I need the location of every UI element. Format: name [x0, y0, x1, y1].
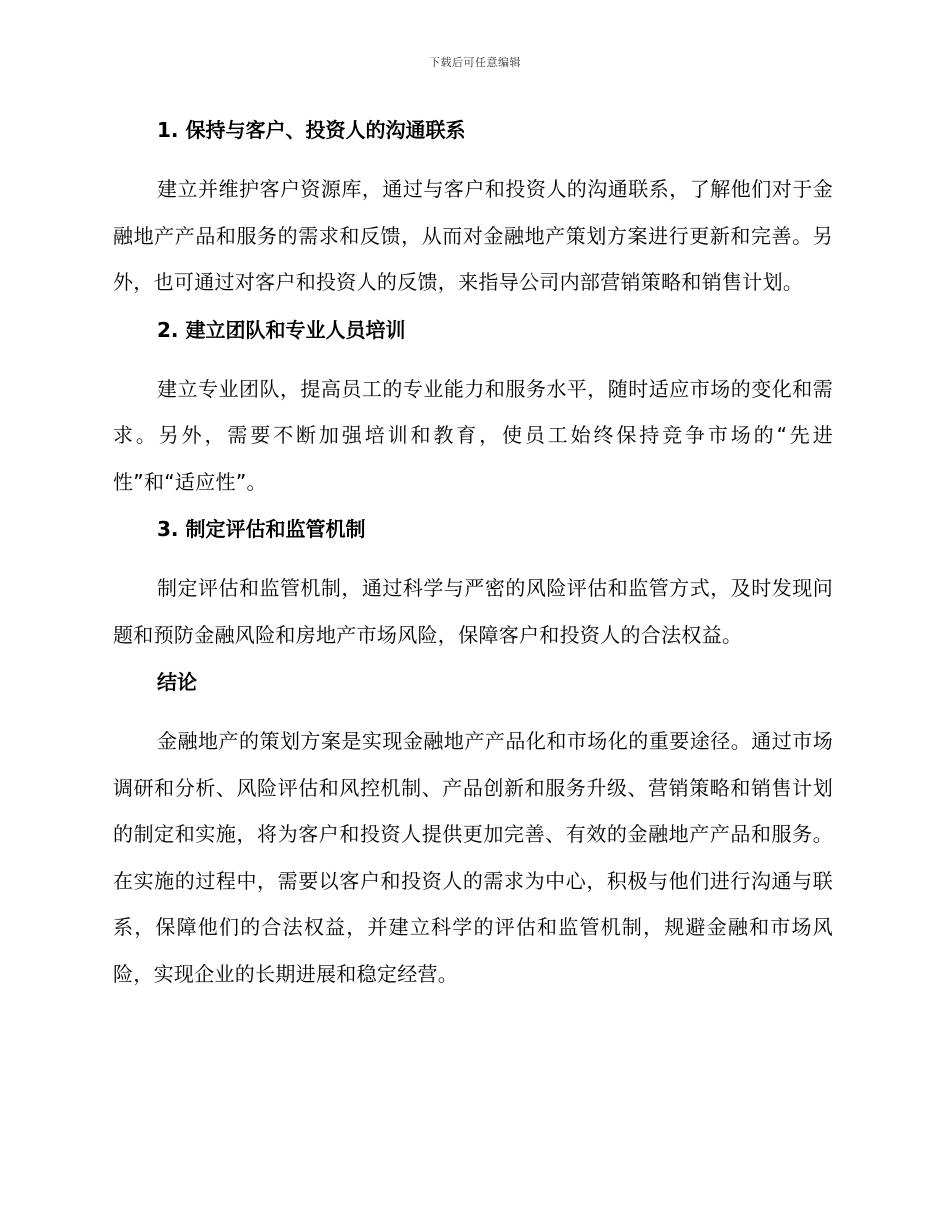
section-paragraph-1: 建立并维护客户资源库，通过与客户和投资人的沟通联系，了解他们对于金融地产产品和服务的需求和反馈，从而对金融地产策划方案进行更新和完善。另外，也可通过对客户和投资人的反馈，来指导公司内部营销策略和销售计划。	[113, 177, 833, 294]
conclusion-heading: 结论	[157, 670, 197, 694]
section-heading-2: 2. 建立团队和专业人员培训	[157, 317, 406, 342]
section-paragraph-3: 制定评估和监管机制，通过科学与严密的风险评估和监管方式，及时发现问题和预防金融风险和房地产市场风险，保障客户和投资人的合法权益。	[113, 576, 833, 647]
page-header: 下载后可任意编辑	[429, 56, 521, 69]
document-body	[113, 112, 833, 1003]
section-heading-3: 3. 制定评估和监管机制	[157, 517, 366, 541]
section-paragraph-2: 建立专业团队，提高员工的专业能力和服务水平，随时适应市场的变化和需求。另外，需要不断加强培训和教育，使员工始终保持竞争市场的“先进性”和“适应性”。	[113, 376, 833, 494]
section-heading-1: 1. 保持与客户、投资人的沟通联系	[157, 118, 466, 142]
conclusion-paragraph: 金融地产的策划方案是实现金融地产产品化和市场化的重要途径。通过市场调研和分析、风险评估和风控机制、产品创新和服务升级、营销策略和销售计划的制定和实施，将为客户和投资人提供更加完善、有效的金融地产产品和服务。在实施的过程中，需要以客户和投资人的需求为中心，积极与他们进行沟通与联系，保障他们的合法权益，并建立科学的评估和监管机制，规避金融和市场风险，实现企业的长期进展和稳定经营。	[113, 729, 833, 986]
